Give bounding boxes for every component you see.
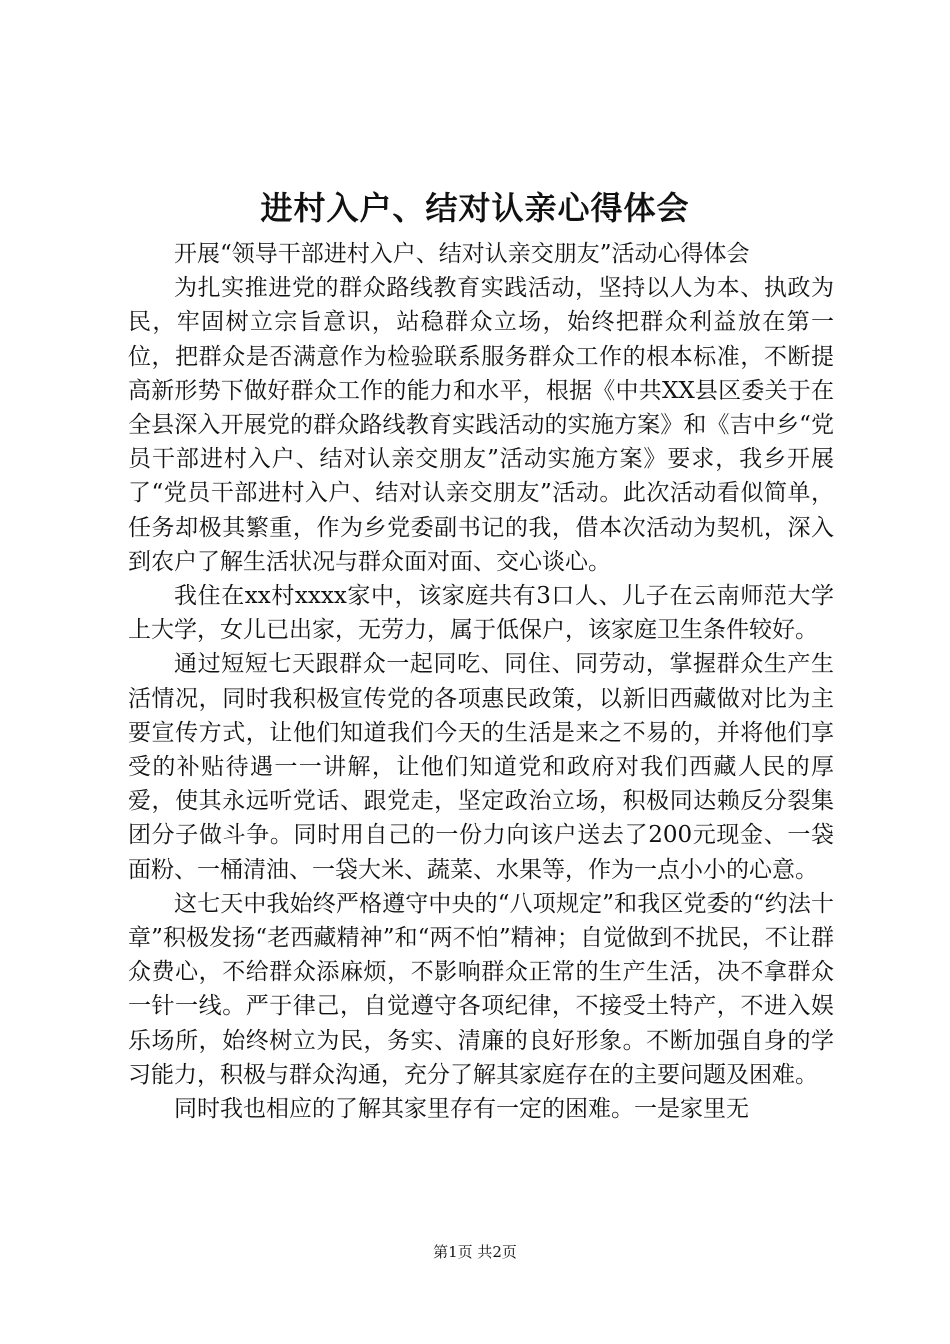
body-paragraph: 同时我也相应的了解其家里存有一定的困难。一是家里无 xyxy=(174,1096,749,1123)
body-paragraph: 开展“领导干部进村入户、结对认亲交朋友”活动心得体会 xyxy=(174,241,750,267)
document-title: 进村入户、结对认亲心得体会 xyxy=(260,189,690,227)
body-paragraph: 我住在xx村xxxx家中，该家庭共有3口人、儿子在云南师范大学上大学，女儿已出家，无劳力，属于低保户，该家庭卫生条件较好。 xyxy=(128,583,834,644)
document-body xyxy=(128,237,834,1126)
body-paragraph: 通过短短七天跟群众一起同吃、同住、同劳动，掌握群众生产生活情况，同时我积极宣传党的各项惠民政策，以新旧西藏做对比为主要宣传方式，让他们知道我们今天的生活是来之不易的，并将他们享受的补贴待遇一一讲解，让他们知道党和政府对我们西藏人民的厚爱，使其永远听党话、跟党走，坚定政治立场，积极同达赖反分裂集团分子做斗争。同时用自己的一份力向该户送去了200元现金、一袋面粉、一桶清油、一袋大米、蔬菜、水果等，作为一点小小的心意。 xyxy=(128,651,834,883)
body-paragraph: 这七天中我始终严格遵守中央的“八项规定”和我区党委的“约法十章”积极发扬“老西藏精神”和“两不怕”精神；自觉做到不扰民，不让群众费心，不给群众添麻烦，不影响群众正常的生产生活，决不拿群众一针一线。严于律己，自觉遵守各项纪律，不接受土特产，不进入娱乐场所，始终树立为民，务实、清廉的良好形象。不断加强自身的学习能力，积极与群众沟通，充分了解其家庭存在的主要问题及困难。 xyxy=(128,890,834,1088)
page-number-footer: 第1页 共2页 xyxy=(433,1243,517,1261)
body-paragraph: 为扎实推进党的群众路线教育实践活动，坚持以人为本、执政为民，牢固树立宗旨意识，站稳群众立场，始终把群众利益放在第一位，把群众是否满意作为检验联系服务群众工作的根本标准，不断提高新形势下做好群众工作的能力和水平，根据《中共XX县区委关于在全县深入开展党的群众路线教育实践活动的实施方案》和《吉中乡“党员干部进村入户、结对认亲交朋友”活动实施方案》要求，我乡开展了“党员干部进村入户、结对认亲交朋友”活动。此次活动看似简单，任务却极其繁重，作为乡党委副书记的我，借本次活动为契机，深入到农户了解生活状况与群众面对面、交心谈心。 xyxy=(128,275,834,575)
